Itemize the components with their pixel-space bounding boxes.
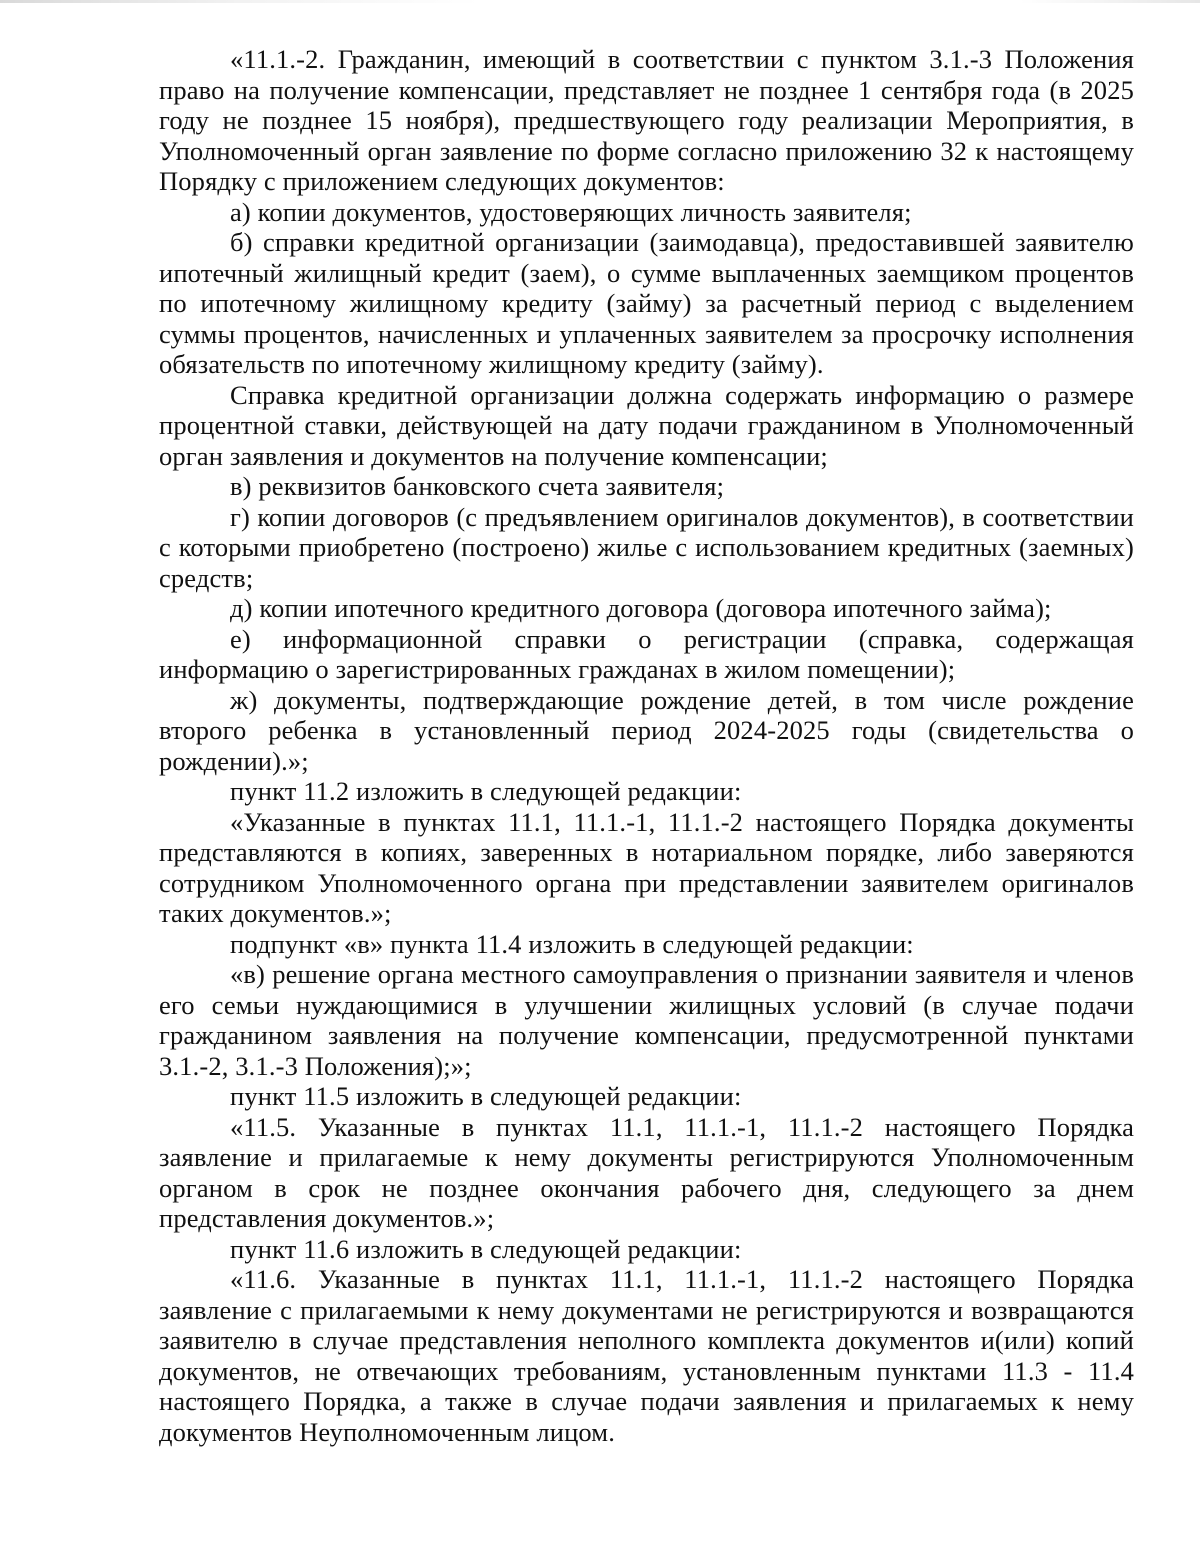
amendment-11-4-intro: подпункт «в» пункта 11.4 изложить в следующей редакции: (230, 928, 914, 959)
document-body (159, 44, 1134, 1447)
item-g: г) копии договоров (с предъявлением оригиналов документов), в соответствии с которыми приобретено (построено) жилье с использованием кредитных (заемных) средств; (159, 501, 1134, 593)
bank-certificate-note: Справка кредитной организации должна содержать информацию о размере процентной ставки, действующей на дату подачи гражданином в Уполномоченный орган заявления и документов на получение компенсации; (159, 379, 1134, 471)
amendment-11-2-text: «Указанные в пунктах 11.1, 11.1.-1, 11.1.-2 настоящего Порядка документы представляются в копиях, заверенных в нотариальном порядке, либо заверяются сотрудником Уполномоченного органа при представлении заявителем оригиналов таких документов.»; (159, 806, 1134, 928)
amendment-11-6-text: «11.6. Указанные в пунктах 11.1, 11.1.-1, 11.1.-2 настоящего Порядка заявление с прилагаемыми к нему документами не регистрируются и возвращаются заявителю в случае представления неполного комплекта документов и(или) копий документов, не отвечающих требованиям, установленным пунктами 11.3 - 11.4 настоящего Порядка, а также в случае подачи заявления и прилагаемых к нему документов Неуполномоченным лицом. (159, 1264, 1134, 1447)
item-d: д) копии ипотечного кредитного договора (договора ипотечного займа); (230, 593, 1052, 623)
amendment-11-4-text: «в) решение органа местного самоуправления о признании заявителя и членов его семьи нуждающимися в улучшении жилищных условий (в случае подачи гражданином заявления на получение компенсации, предусмотренной пунктами 3.1.-2, 3.1.-3 Положения);»; (159, 959, 1134, 1081)
amendment-11-2-intro: пункт 11.2 изложить в следующей редакции: (230, 776, 742, 806)
item-a: а) копии документов, удостоверяющих личность заявителя; (230, 196, 912, 227)
scan-edge-artifact (0, 0, 1200, 3)
amendment-11-5-intro: пункт 11.5 изложить в следующей редакции: (230, 1081, 742, 1111)
item-zh: ж) документы, подтверждающие рождение детей, в том числе рождение второго ребенка в установленный период 2024-2025 годы (свидетельства о рождении).»; (159, 684, 1134, 776)
item-e: е) информационной справки о регистрации (справка, содержащая информацию о зарегистрированных гражданах в жилом помещении); (159, 623, 1134, 684)
amendment-11-6-intro: пункт 11.6 изложить в следующей редакции: (230, 1233, 742, 1264)
item-b: б) справки кредитной организации (заимодавца), предоставившей заявителю ипотечный жилищный кредит (заем), о сумме выплаченных заемщиком процентов по ипотечному жилищному кредиту (займу) за расчетный период с выделением суммы процентов, начисленных и уплаченных заявителем за просрочку исполнения обязательств по ипотечному жилищному кредиту (займу). (159, 227, 1134, 379)
paragraph-11-1-2: «11.1.-2. Гражданин, имеющий в соответствии с пунктом 3.1.-3 Положения право на получение компенсации, представляет не позднее 1 сентября года (в 2025 году не позднее 15 ноября), предшествующего году реализации Мероприятия, в Уполномоченный орган заявление по форме согласно приложению 32 к настоящему Порядку с приложением следующих документов: (159, 44, 1134, 196)
item-v: в) реквизитов банковского счета заявителя; (230, 471, 725, 501)
amendment-11-5-text: «11.5. Указанные в пунктах 11.1, 11.1.-1, 11.1.-2 настоящего Порядка заявление и прилагаемые к нему документы регистрируются Уполномоченным органом в срок не позднее окончания рабочего дня, следующего за днем представления документов.»; (159, 1111, 1134, 1233)
